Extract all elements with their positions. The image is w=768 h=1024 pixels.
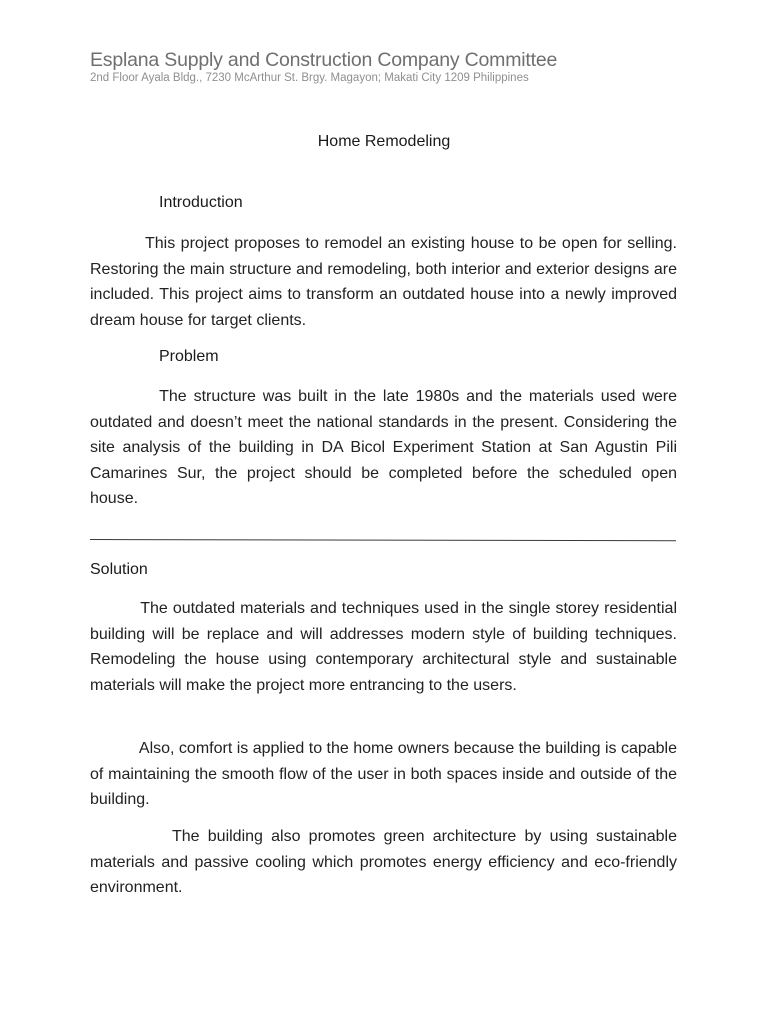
introduction-paragraph: This project proposes to remodel an existing house to be open for selling. Restoring the main structure and remodeling, both interior and exterior designs are included. This project aims to transform an outdated house into a newly improved dream house for target clients. bbox=[90, 235, 677, 329]
solution-paragraph-1: The outdated materials and techniques used in the single storey residential building will be replace and will addresses modern style of building techniques. Remodeling the house using contemporary architectural style and sustainable materials will make the project more entrancing to the users. bbox=[90, 600, 677, 694]
company-name: Esplana Supply and Construction Company Committee bbox=[90, 49, 558, 71]
solution-paragraph-3: The building also promotes green architecture by using sustainable materials and passive cooling which promotes energy efficiency and eco-friendly environment. bbox=[90, 828, 677, 896]
problem-heading: Problem bbox=[159, 348, 219, 365]
problem-paragraph: The structure was built in the late 1980s and the materials used were outdated and doesn’t meet the national standards in the present. Considering the site analysis of the building in DA Bicol Experiment Station at San Agustin Pili Camarines Sur, the project should be completed before the scheduled open house. bbox=[90, 388, 677, 507]
document-title: Home Remodeling bbox=[317, 133, 451, 150]
solution-heading: Solution bbox=[90, 561, 148, 578]
section-divider bbox=[90, 539, 676, 541]
solution-paragraph-2: Also, comfort is applied to the home owners because the building is capable of maintaining the smooth flow of the user in both spaces inside and outside of the building. bbox=[90, 740, 677, 808]
company-address: 2nd Floor Ayala Bldg., 7230 McArthur St. Brgy. Magayon; Makati City 1209 Philippines bbox=[90, 72, 529, 84]
introduction-heading: Introduction bbox=[159, 194, 243, 211]
